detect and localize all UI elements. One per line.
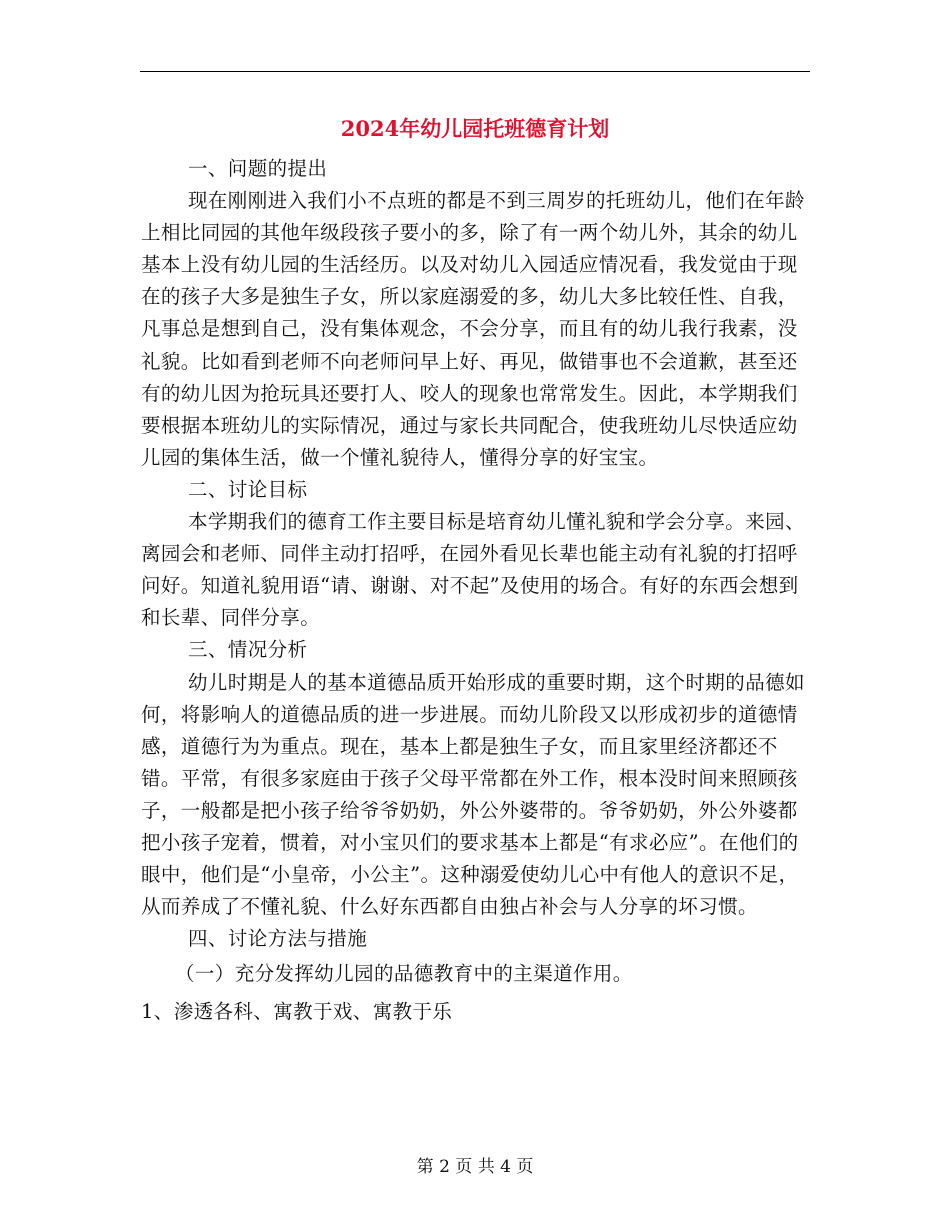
document-body bbox=[141, 153, 811, 1029]
section-heading-goals: 二、讨论目标 bbox=[188, 477, 308, 501]
paragraph-goals: 本学期我们的德育工作主要目标是培育幼儿懂礼貌和学会分享。来园、离园会和老师、同伴主动打招呼，在园外看见长辈也能主动有礼貌的打招呼问好。知道礼貌用语“请、谢谢、对不起”及使用的场合。有好的东西会想到和长辈、同伴分享。 bbox=[141, 510, 805, 630]
list-item-1: 1、渗透各科、寓教于戏、寓教于乐 bbox=[141, 1000, 453, 1024]
section-heading-problem: 一、问题的提出 bbox=[188, 157, 328, 180]
page-number: 第 2 页 共 4 页 bbox=[416, 1157, 534, 1177]
section-heading-analysis: 三、情况分析 bbox=[188, 638, 308, 662]
subsection-heading-1: （一）充分发挥幼儿园的品德教育中的主渠道作用。 bbox=[175, 962, 633, 986]
section-heading-methods: 四、讨论方法与措施 bbox=[188, 927, 368, 951]
document-title: 2024年幼儿园托班德育计划 bbox=[340, 116, 610, 141]
header-rule bbox=[140, 71, 810, 72]
paragraph-analysis: 幼儿时期是人的基本道德品质开始形成的重要时期，这个时期的品德如何，将影响人的道德品质的进一步进展。而幼儿阶段又以形成初步的道德情感，道德行为为重点。现在，基本上都是独生子女，而且家里经济都还不错。平常，有很多家庭由于孩子父母平常都在外工作，根本没时间来照顾孩子，一般都是把小孩子给爷爷奶奶，外公外婆带的。爷爷奶奶，外公外婆都把小孩子宠着，惯着，对小宝贝们的要求基本上都是“有求必应”。在他们的眼中，他们是“小皇帝，小公主”。这种溺爱使幼儿心中有他人的意识不足，从而养成了不懂礼貌、什么好东西都自由独占补会与人分享的坏习惯。 bbox=[141, 670, 805, 919]
paragraph-problem: 现在刚刚进入我们小不点班的都是不到三周岁的托班幼儿，他们在年龄上相比同园的其他年级段孩子要小的多，除了有一两个幼儿外，其余的幼儿基本上没有幼儿园的生活经历。以及对幼儿入园适应情况看，我发觉由于现在的孩子大多是独生子女，所以家庭溺爱的多，幼儿大多比较任性、自我，凡事总是想到自己，没有集体观念，不会分享，而且有的幼儿我行我素，没礼貌。比如看到老师不向老师问早上好、再见，做错事也不会道歉，甚至还有的幼儿因为抢玩具还要打人、咬人的现象也常常发生。因此，本学期我们要根据本班幼儿的实际情况，通过与家长共同配合，使我班幼儿尽快适应幼儿园的集体生活，做一个懂礼貌待人，懂得分享的好宝宝。 bbox=[141, 189, 805, 469]
